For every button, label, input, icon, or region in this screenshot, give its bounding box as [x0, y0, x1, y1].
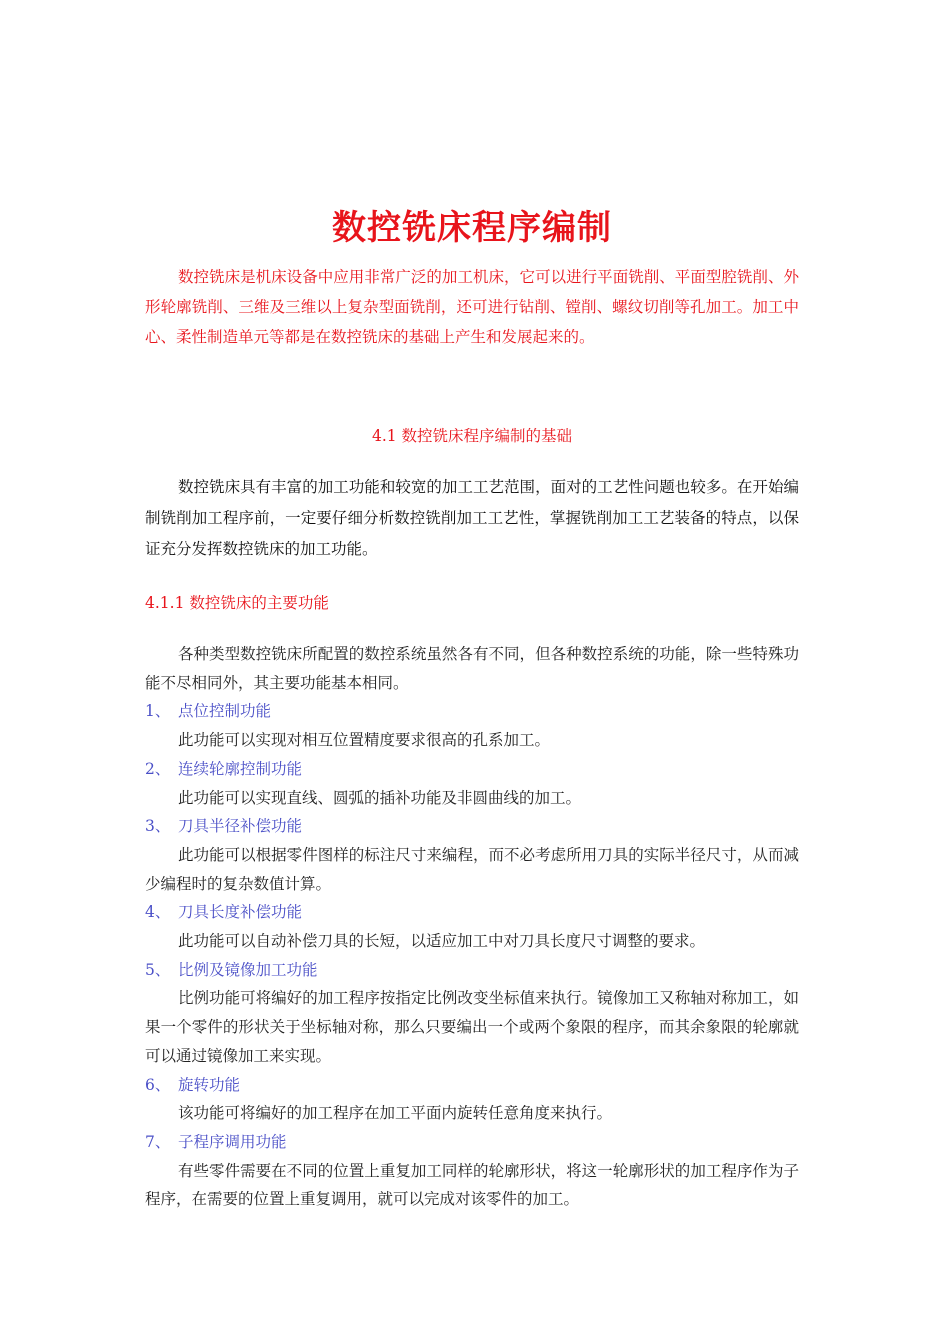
item-number: 5、 — [145, 960, 171, 979]
list-item-heading — [145, 956, 799, 985]
list-item-description: 此功能可以实现对相互位置精度要求很高的孔系加工。 — [178, 731, 551, 750]
item-label: 旋转功能 — [178, 1075, 241, 1094]
intro-paragraph: 数控铣床是机床设备中应用非常广泛的加工机床，它可以进行平面铣削、平面型腔铣削、外形轮廓铣削、三维及三维以上复杂型面铣削，还可进行钻削、镗削、螺纹切削等孔加工。加工中心、柔性制造单元等都是在数控铣床的基础上产生和发展起来的。 — [145, 268, 799, 346]
item-label: 刀具长度补偿功能 — [178, 903, 303, 922]
item-number: 6、 — [145, 1075, 171, 1094]
list-item-description: 此功能可以自动补偿刀具的长短，以适应加工中对刀具长度尺寸调整的要求。 — [178, 932, 706, 951]
list-item-description: 有些零件需要在不同的位置上重复加工同样的轮廓形状，将这一轮廓形状的加工程序作为子程序，在需要的位置上重复调用，就可以完成对该零件的加工。 — [145, 1161, 799, 1209]
section-heading: 4.1 数控铣床程序编制的基础 — [371, 427, 573, 445]
list-item-heading — [145, 812, 799, 841]
list-item-heading — [145, 1071, 799, 1100]
list-item-description: 比例功能可将编好的加工程序按指定比例改变坐标值来执行。镜像加工又称轴对称加工，如果一个零件的形状关于坐标轴对称，那么只要编出一个或两个象限的程序，而其余象限的轮廓就可以通过镜像加工来实现。 — [145, 989, 799, 1065]
list-item-heading — [145, 755, 799, 784]
item-label: 比例及镜像加工功能 — [178, 960, 318, 979]
item-label: 连续轮廓控制功能 — [178, 759, 303, 778]
list-item-description: 该功能可将编好的加工程序在加工平面内旋转任意角度来执行。 — [178, 1104, 613, 1123]
item-label: 子程序调用功能 — [178, 1132, 287, 1151]
list-item-heading — [145, 1128, 799, 1157]
document-title: 数控铣床程序编制 — [332, 208, 612, 248]
item-number: 4、 — [145, 903, 171, 922]
item-number: 3、 — [145, 817, 171, 836]
list-item-heading — [145, 697, 799, 726]
subsection-intro: 各种类型数控铣床所配置的数控系统虽然各有不同，但各种数控系统的功能，除一些特殊功能不尽相同外，其主要功能基本相同。 — [145, 645, 799, 692]
item-number: 1、 — [145, 702, 171, 721]
item-number: 2、 — [145, 759, 171, 778]
function-list — [145, 640, 799, 1214]
section-paragraph: 数控铣床具有丰富的加工功能和较宽的加工工艺范围，面对的工艺性问题也较多。在开始编制铣削加工程序前，一定要仔细分析数控铣削加工工艺性，掌握铣削加工工艺装备的特点，以保证充分发挥数控铣床的加工功能。 — [145, 478, 799, 558]
item-label: 刀具半径补偿功能 — [178, 817, 303, 836]
item-label: 点位控制功能 — [178, 702, 272, 721]
list-item-description: 此功能可以实现直线、圆弧的插补功能及非圆曲线的加工。 — [178, 788, 582, 807]
list-item-description: 此功能可以根据零件图样的标注尺寸来编程，而不必考虑所用刀具的实际半径尺寸，从而减少编程时的复杂数值计算。 — [145, 845, 799, 893]
subsection-heading: 4.1.1 数控铣床的主要功能 — [145, 594, 329, 612]
list-item-heading — [145, 898, 799, 927]
item-number: 7、 — [145, 1132, 171, 1151]
